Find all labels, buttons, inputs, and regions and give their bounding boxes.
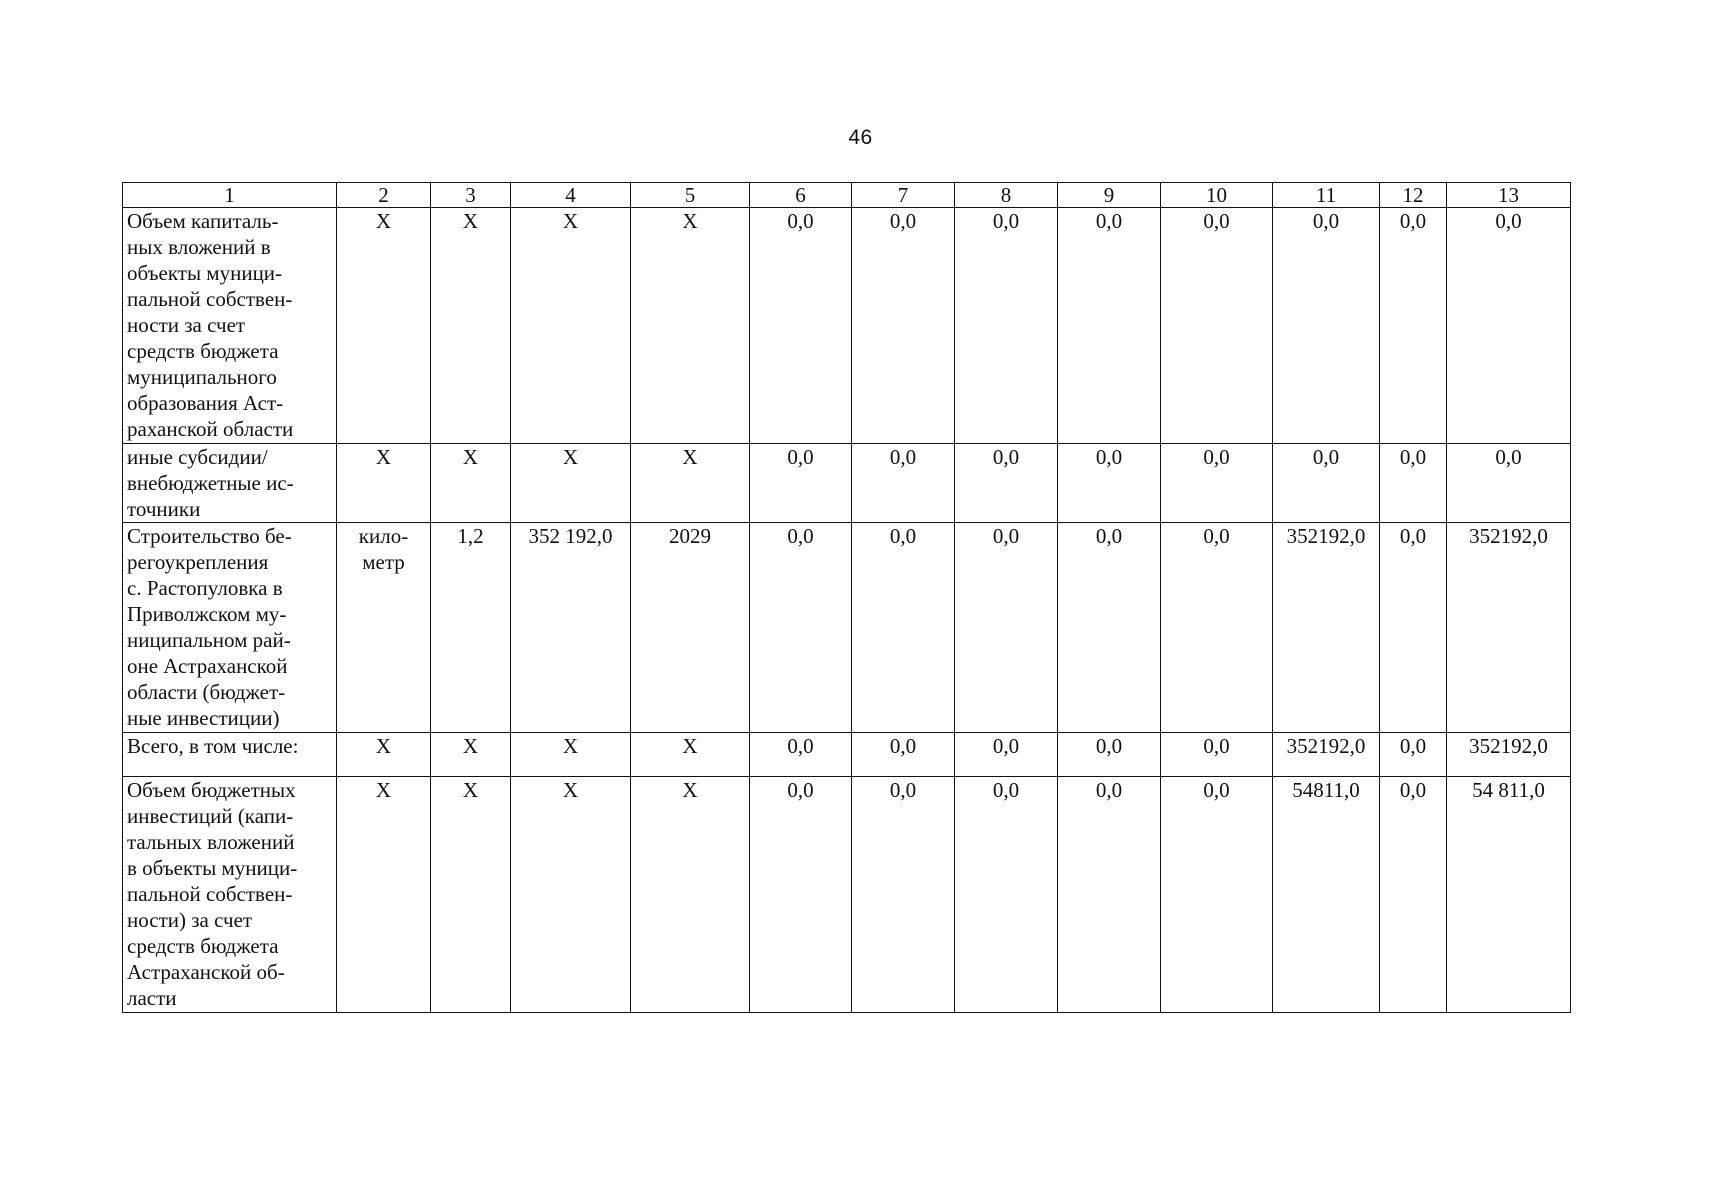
column-header: 5	[631, 183, 750, 208]
table-cell: 0,0	[750, 523, 852, 733]
table-cell: 0,0	[1161, 777, 1273, 1013]
row-label: Объем капиталь- ных вложений в объекты муници- пальной собствен- ности за счет средств бюджета муниципального образования Аст- раханской области	[123, 208, 337, 444]
table-cell: X	[631, 777, 750, 1013]
row-label: Объем бюджетных инвестиций (капи- тальных вложений в объекты муници- пальной собствен- ности) за счет средств бюджета Астраханской об- ласти	[123, 777, 337, 1013]
table-row	[123, 208, 1571, 444]
column-header: 8	[955, 183, 1058, 208]
table-cell: 0,0	[1380, 208, 1447, 444]
row-label: иные субсидии/ внебюджетные ис- точники	[123, 444, 337, 523]
table-cell: 0,0	[1161, 208, 1273, 444]
table-cell: 0,0	[852, 523, 955, 733]
table-cell: 0,0	[1161, 733, 1273, 777]
table-cell: X	[511, 208, 631, 444]
table-row	[123, 523, 1571, 733]
column-header: 7	[852, 183, 955, 208]
table-cell: X	[511, 777, 631, 1013]
table-cell: X	[337, 777, 431, 1013]
table-cell: 0,0	[1380, 733, 1447, 777]
column-header: 9	[1058, 183, 1161, 208]
column-header: 2	[337, 183, 431, 208]
column-header: 3	[431, 183, 511, 208]
table-cell: 0,0	[1161, 444, 1273, 523]
table-cell: X	[431, 777, 511, 1013]
table-cell: X	[631, 444, 750, 523]
table-cell: X	[631, 733, 750, 777]
column-header: 11	[1273, 183, 1380, 208]
table-cell: 0,0	[1380, 523, 1447, 733]
column-header: 6	[750, 183, 852, 208]
column-header: 10	[1161, 183, 1273, 208]
table-cell: 0,0	[1447, 208, 1571, 444]
table-cell: 0,0	[955, 523, 1058, 733]
table-cell: 0,0	[955, 777, 1058, 1013]
table-cell: 0,0	[1273, 208, 1380, 444]
table-cell: 0,0	[1161, 523, 1273, 733]
table-cell: X	[337, 733, 431, 777]
column-header: 13	[1447, 183, 1571, 208]
table-cell: 0,0	[852, 444, 955, 523]
data-table	[122, 182, 1571, 1013]
row-label: Всего, в том числе:	[123, 733, 337, 777]
table-cell: 0,0	[750, 444, 852, 523]
table-cell: 0,0	[955, 733, 1058, 777]
table-cell: X	[431, 208, 511, 444]
table-cell: 54 811,0	[1447, 777, 1571, 1013]
row-label: Строительство бе- регоукрепления с. Растопуловка в Приволжском му- ниципальном рай- оне Астраханской области (бюджет- ные инвестиции)	[123, 523, 337, 733]
table-cell: 352192,0	[1447, 523, 1571, 733]
table-row	[123, 444, 1571, 523]
table-cell: 0,0	[1447, 444, 1571, 523]
table-cell: 0,0	[1058, 208, 1161, 444]
table-cell: 0,0	[1058, 444, 1161, 523]
column-header: 4	[511, 183, 631, 208]
table-cell: 1,2	[431, 523, 511, 733]
table-cell: 0,0	[852, 733, 955, 777]
column-header: 1	[123, 183, 337, 208]
column-header: 12	[1380, 183, 1447, 208]
table-cell: 2029	[631, 523, 750, 733]
table-cell: кило- метр	[337, 523, 431, 733]
table-cell: X	[431, 733, 511, 777]
table-cell: 0,0	[852, 208, 955, 444]
table-cell: 352 192,0	[511, 523, 631, 733]
table-cell: X	[337, 208, 431, 444]
table-cell: 0,0	[955, 208, 1058, 444]
table-cell: X	[511, 733, 631, 777]
table-row	[123, 733, 1571, 777]
table-cell: 0,0	[1380, 777, 1447, 1013]
table-cell: 0,0	[1058, 733, 1161, 777]
table-cell: 0,0	[1058, 523, 1161, 733]
table-row	[123, 777, 1571, 1013]
page-number: 46	[848, 126, 873, 149]
header-row	[123, 183, 1571, 208]
table-cell: 0,0	[1058, 777, 1161, 1013]
table-cell: 0,0	[750, 777, 852, 1013]
table-cell: 0,0	[750, 208, 852, 444]
table-cell: 0,0	[1380, 444, 1447, 523]
table-cell: 352192,0	[1273, 733, 1380, 777]
table-cell: 0,0	[955, 444, 1058, 523]
table-cell: 54811,0	[1273, 777, 1380, 1013]
table-cell: 352192,0	[1447, 733, 1571, 777]
table-cell: X	[337, 444, 431, 523]
table-cell: 0,0	[1273, 444, 1380, 523]
table-cell: X	[431, 444, 511, 523]
table-cell: 352192,0	[1273, 523, 1380, 733]
table-cell: X	[511, 444, 631, 523]
table-cell: X	[631, 208, 750, 444]
table-cell: 0,0	[852, 777, 955, 1013]
table-cell: 0,0	[750, 733, 852, 777]
